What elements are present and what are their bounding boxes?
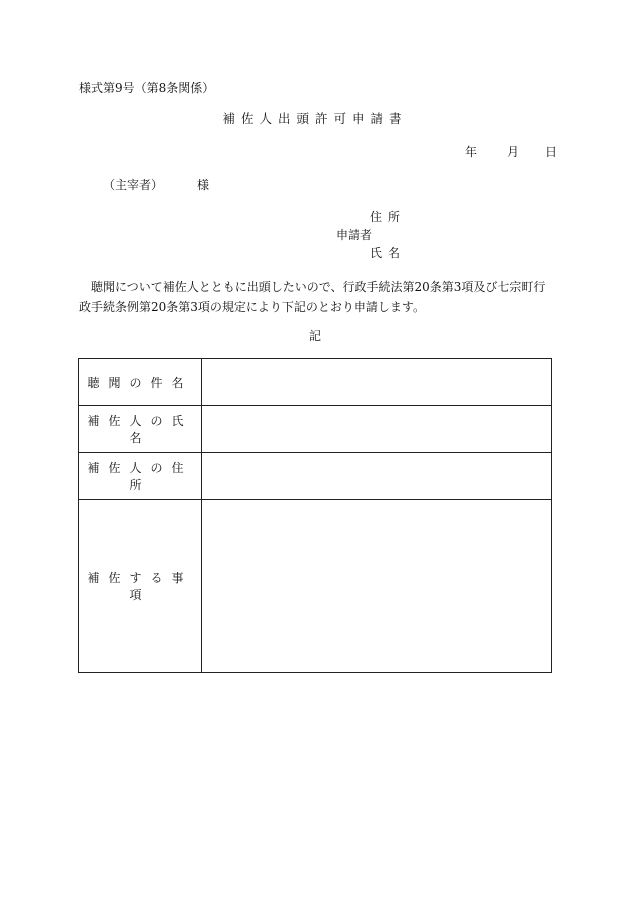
application-table	[78, 358, 552, 673]
assist-matters-field[interactable]	[202, 500, 552, 673]
assistant-name-field[interactable]	[202, 406, 552, 453]
date-year: 年	[465, 145, 478, 159]
application-body: 聴聞について補佐人とともに出頭したいので、行政手続法第20条第3項及び七宗町行政手続条例第20条第3項の規定により下記のとおり申請します。	[79, 280, 546, 314]
row-label-hearing-subject: 聴聞の件名	[79, 359, 202, 406]
date-month: 月	[507, 145, 520, 159]
name-label: 氏名	[370, 246, 407, 260]
row-label-assistant-name: 補佐人の氏名	[79, 406, 202, 453]
host-honorific: 様	[197, 178, 210, 192]
hearing-subject-field[interactable]	[202, 359, 552, 406]
date-line	[465, 146, 557, 158]
table-row	[79, 453, 552, 500]
table-row	[79, 359, 552, 406]
assistant-address-field[interactable]	[202, 453, 552, 500]
table-row	[79, 406, 552, 453]
row-label-assist-matters: 補佐する事項	[79, 500, 202, 673]
document-title: 補佐人出頭許可申請書	[222, 111, 408, 126]
row-label-assistant-address: 補佐人の住所	[79, 453, 202, 500]
table-row	[79, 500, 552, 673]
address-label: 住所	[370, 210, 407, 224]
form-number: 様式第9号（第8条関係）	[79, 81, 215, 95]
date-day: 日	[545, 145, 558, 159]
host-label: （主宰者）	[103, 178, 164, 192]
ki-heading: 記	[308, 329, 321, 343]
applicant-label: 申請者	[336, 228, 373, 242]
